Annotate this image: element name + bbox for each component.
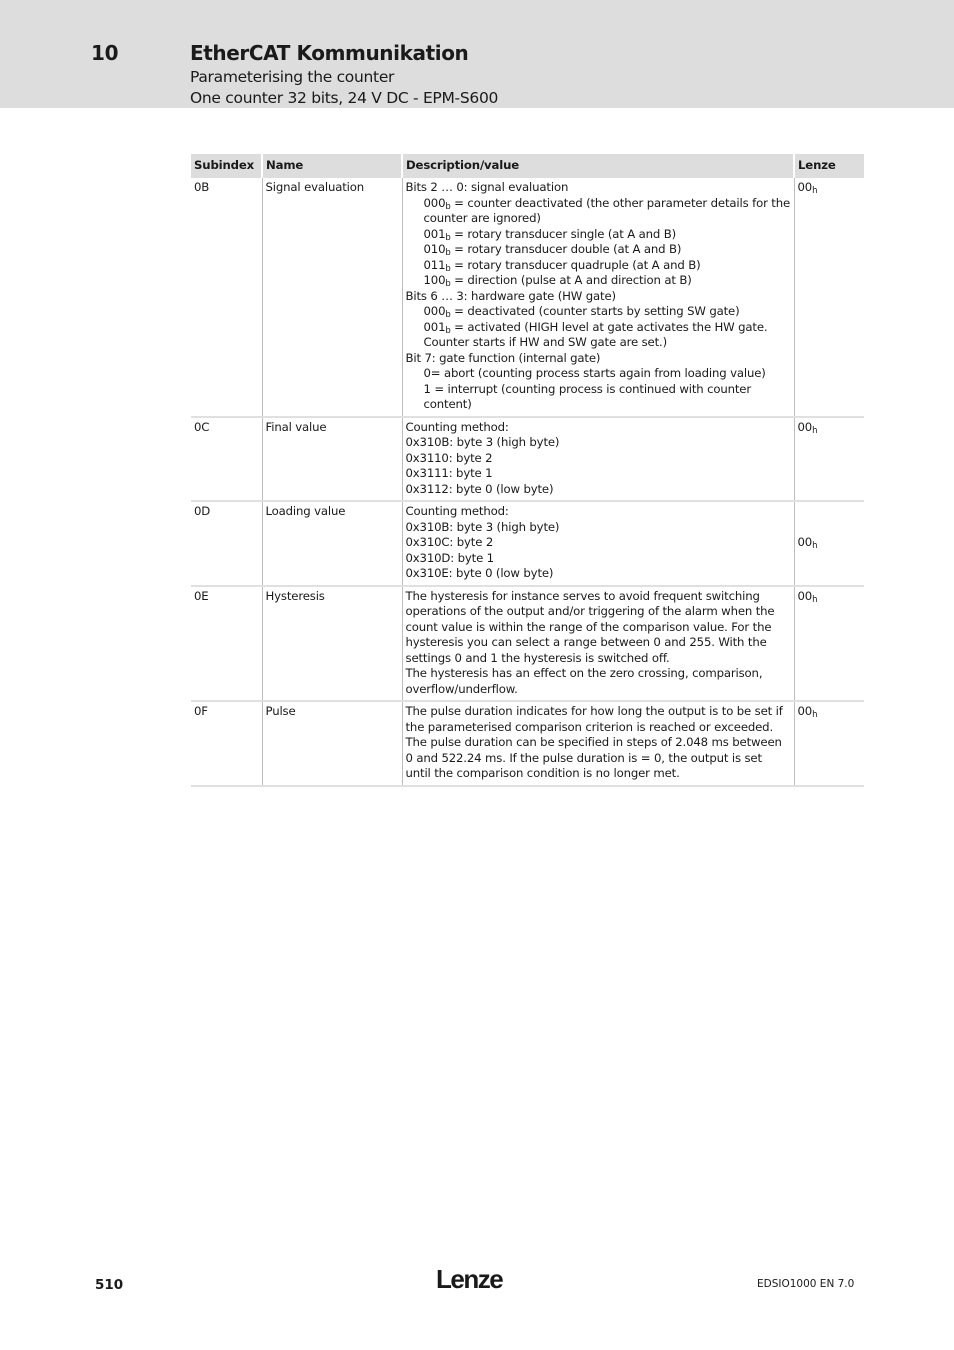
lenze-cell: $00_h$ — [794, 417, 864, 502]
section-subtitle: Parameterising the counter — [190, 68, 395, 86]
desc-line: $001_b$ = activated (HIGH level at gate activates the HW gate. Counter starts if HW and SW gate are set.) — [423, 319, 768, 349]
desc-line: Counting method: — [405, 504, 509, 518]
description-cell — [402, 501, 794, 586]
desc-paragraph: The pulse duration indicates for how long the output is to be set if the parameterised comparison criterion is reached or exceeded. The pulse duration can be specified in steps of 2.048 ms between 0 and 522.24 ms. If the pulse duration is = 0, the output is set until the comparison condition is no longer met. — [405, 704, 783, 780]
subindex-cell: 0C — [191, 417, 262, 502]
chapter-title: EtherCAT Kommunikation — [190, 41, 469, 65]
chapter-number: 10 — [91, 41, 119, 65]
desc-line: Bit 7: gate function (internal gate) — [405, 350, 601, 365]
desc-line: 0x3110: byte 2 — [405, 450, 493, 465]
name-cell: Final value — [262, 417, 402, 502]
desc-line: Bits 6 … 3: hardware gate (HW gate) — [405, 288, 616, 303]
desc-line: Bits 2 … 0: signal evaluation — [405, 180, 569, 194]
subindex-cell: 0F — [191, 701, 262, 786]
desc-paragraph: The hysteresis has an effect on the zero crossing, comparison, overflow/underflow. — [405, 666, 763, 696]
desc-line: $010_b$ = rotary transducer double (at A and B) — [423, 242, 682, 258]
desc-paragraph: The hysteresis for instance serves to avoid frequent switching operations of the output and/or triggering of the alarm when the count value is within the range of the comparison value. For the hysteresis you can select a range between 0 and 255. With the settings 0 and 1 the hysteresis is switched off. — [405, 588, 775, 665]
desc-line: $011_b$ = rotary transducer quadruple (at A and B) — [423, 257, 701, 274]
document-id: EDSIO1000 EN 7.0 — [757, 1278, 855, 1290]
name-cell: Pulse — [262, 701, 402, 786]
table-row — [191, 701, 864, 786]
header-band — [0, 0, 954, 108]
desc-line: $100_b$ = direction (pulse at A and direction at B) — [423, 273, 692, 289]
column-header-description: Description/value — [402, 154, 794, 178]
lenze-cell: $00_h$ — [794, 178, 864, 417]
desc-line: 1 = interrupt (counting process is continued with counter content) — [423, 381, 751, 411]
name-cell: Signal evaluation — [262, 178, 402, 417]
desc-line: $000_b$ = deactivated (counter starts by setting SW gate) — [423, 304, 740, 320]
lenze-cell: $00_h$ — [794, 501, 864, 586]
section-subtitle-2: One counter 32 bits, 24 V DC - EPM-S600 — [190, 89, 499, 107]
desc-line: 0x310B: byte 3 (high byte) — [405, 519, 560, 534]
subindex-cell: 0D — [191, 501, 262, 586]
subindex-cell: 0B — [191, 178, 262, 417]
description-cell — [402, 701, 794, 786]
column-header-name: Name — [262, 154, 402, 178]
lenze-logo — [436, 1264, 516, 1294]
desc-line: Counting method: — [405, 419, 509, 434]
desc-line: 0x3111: byte 1 — [405, 466, 493, 480]
table-row — [191, 178, 864, 417]
description-cell — [402, 178, 794, 417]
lenze-cell: $00_h$ — [794, 586, 864, 702]
description-cell — [402, 417, 794, 502]
desc-line: $001_b$ = rotary transducer single (at A and B) — [423, 226, 677, 243]
desc-line: 0x310D: byte 1 — [405, 550, 494, 565]
desc-line: 0x310E: byte 0 (low byte) — [405, 566, 554, 580]
desc-line: 0x310B: byte 3 (high byte) — [405, 435, 560, 449]
parameter-table — [191, 154, 864, 787]
subindex-cell: 0E — [191, 586, 262, 702]
description-cell — [402, 586, 794, 702]
name-cell: Loading value — [262, 501, 402, 586]
column-header-lenze: Lenze — [794, 154, 864, 178]
name-cell: Hysteresis — [262, 586, 402, 702]
column-header-subindex: Subindex — [191, 154, 262, 178]
table-row — [191, 586, 864, 702]
desc-line: $000_b$ = counter deactivated (the other parameter details for the counter are ignored) — [423, 195, 791, 225]
table-header-row — [191, 154, 864, 178]
desc-line: 0= abort (counting process starts again from loading value) — [423, 366, 766, 380]
desc-line: 0x3112: byte 0 (low byte) — [405, 481, 554, 496]
lenze-cell: $00_h$ — [794, 701, 864, 786]
table-row — [191, 501, 864, 586]
page-number: 510 — [95, 1277, 124, 1293]
svg-text:Lenze: Lenze — [436, 1264, 503, 1294]
desc-line: 0x310C: byte 2 — [405, 535, 494, 549]
table-row — [191, 417, 864, 502]
